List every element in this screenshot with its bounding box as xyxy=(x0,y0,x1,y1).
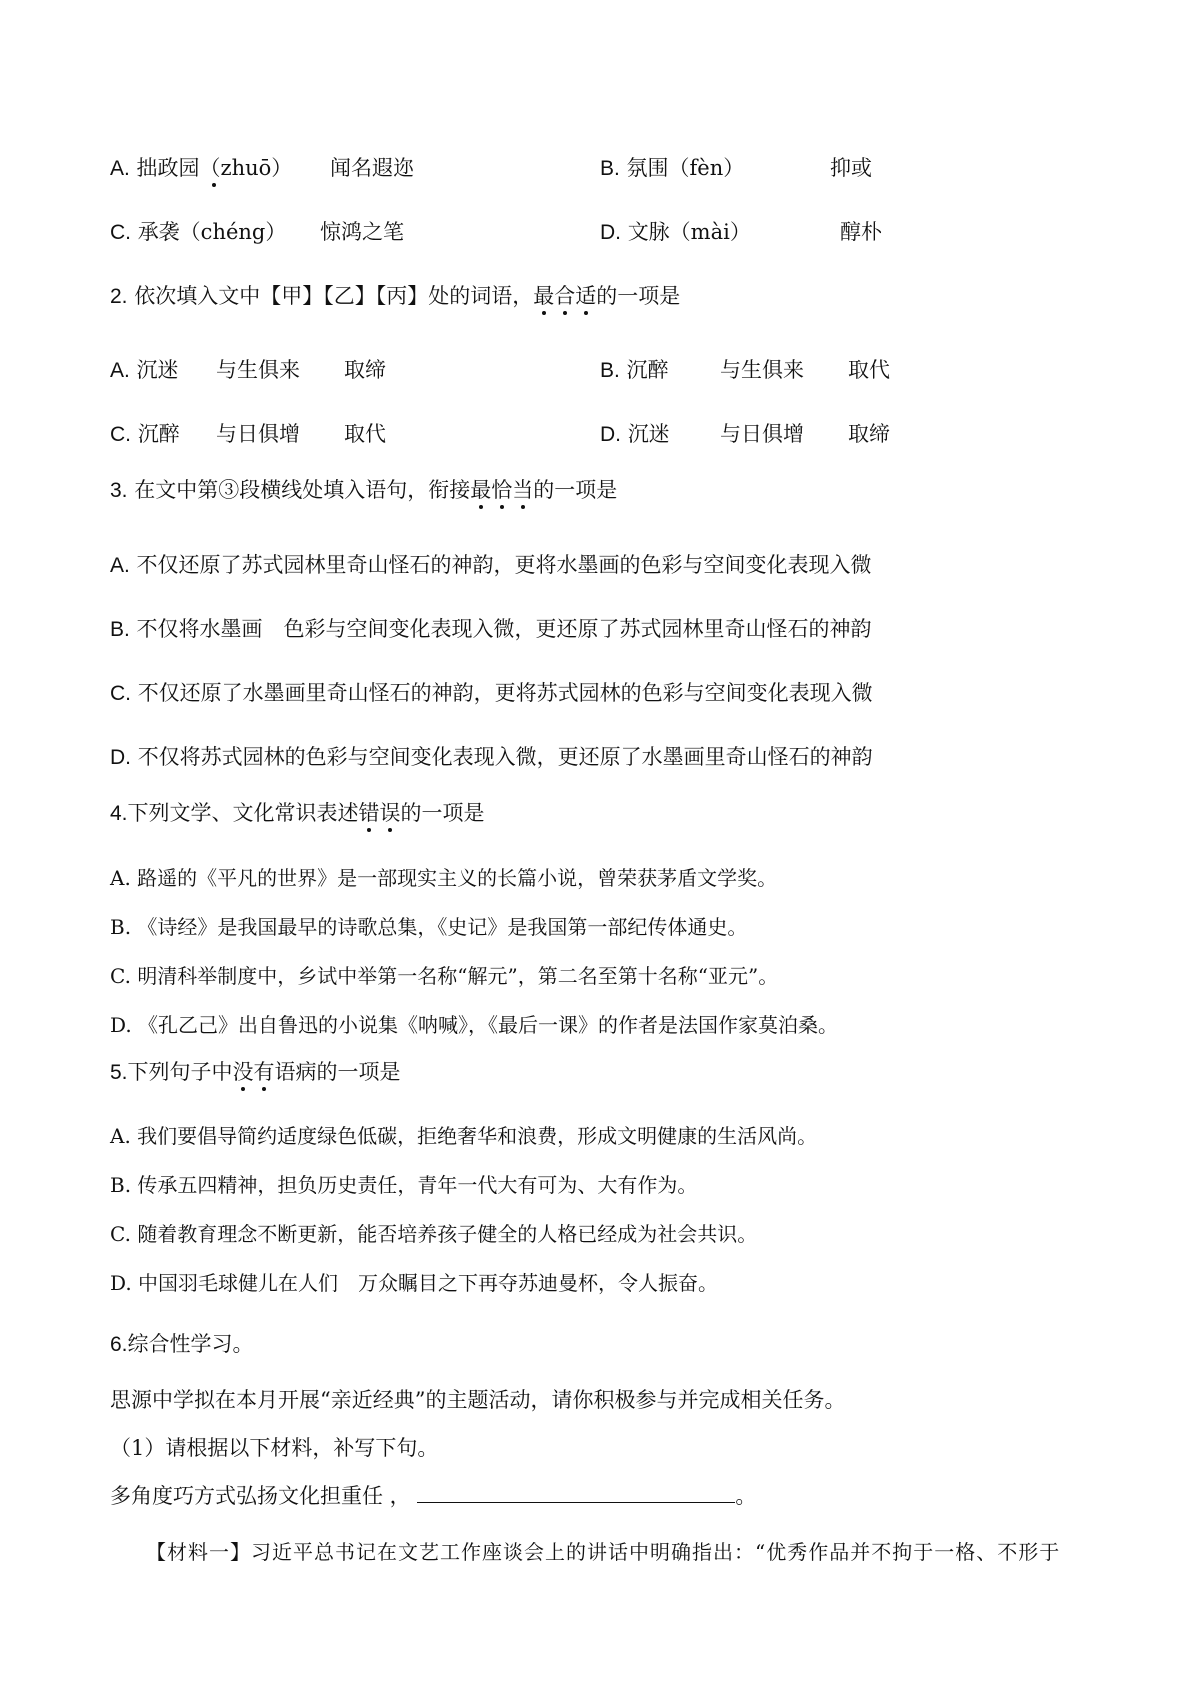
q1-option-d-idiom: 醇朴 xyxy=(840,220,882,244)
option-letter: D. xyxy=(600,423,621,446)
option-text: 不仅还原了水墨画里奇山怪石的神韵，更将苏式园林的色彩与空间变化表现入微 xyxy=(137,681,873,705)
q6-fill-line xyxy=(110,1482,756,1510)
option-text: 路遥的《平凡的世界》是一部现实主义的长篇小说，曾荣获茅盾文学奖。 xyxy=(137,866,778,890)
q5-option-a xyxy=(110,1122,817,1150)
emphasis-char: 错 xyxy=(358,801,380,825)
option-letter: D. xyxy=(110,1271,132,1295)
q3-option-d xyxy=(110,743,873,772)
q1-option-b-idiom: 抑或 xyxy=(830,156,872,180)
q1-option-b xyxy=(600,154,744,183)
stem-text: 下列句子中 xyxy=(127,1060,233,1084)
q4-option-a xyxy=(110,864,777,892)
option-text: 《诗经》是我国最早的诗歌总集，《史记》是我国第一部纪传体通史。 xyxy=(137,915,748,939)
option-text: 不仅还原了苏式园林里奇山怪石的神韵，更将水墨画的色彩与空间变化表现入微 xyxy=(136,553,872,577)
option-letter: B. xyxy=(110,1173,132,1197)
option-text: 随着教育理念不断更新，能否培养孩子健全的人格已经成为社会共识。 xyxy=(137,1222,758,1246)
stem-text: 下列文学、文化常识表述 xyxy=(127,801,359,825)
q2-option-a xyxy=(110,356,179,385)
emphasis-char: 合 xyxy=(554,284,576,308)
q6-intro: 思源中学拟在本月开展“亲近经典”的主题活动，请你积极参与并完成相关任务。 xyxy=(110,1388,846,1412)
option-letter: C. xyxy=(110,423,131,446)
q1-option-d xyxy=(600,218,751,247)
option-letter: A. xyxy=(110,359,130,382)
stem-text: 综合性学习。 xyxy=(127,1332,254,1356)
emphasis-char: 最 xyxy=(533,284,555,308)
q2-option-a-w2: 与生俱来 xyxy=(216,358,300,382)
q2-option-c xyxy=(110,420,180,449)
stem-text: 的一项是 xyxy=(400,801,485,825)
option-letter: D. xyxy=(600,221,621,244)
q2-option-c-w2: 与日俱增 xyxy=(216,422,300,446)
stem-text: 的一项是 xyxy=(596,284,681,308)
question-number: 5. xyxy=(110,1061,128,1084)
option-letter: D. xyxy=(110,746,131,769)
option-word: 沉醉 xyxy=(626,358,669,382)
q6-sub1: （1）请根据以下材料，补写下句。 xyxy=(110,1436,439,1460)
option-letter: C. xyxy=(110,964,131,988)
q1-option-a xyxy=(110,154,292,183)
q3-option-b xyxy=(110,615,872,644)
option-letter: A. xyxy=(110,1124,131,1148)
stem-text: 语病的一项是 xyxy=(274,1060,401,1084)
option-text: 我们要倡导简约适度绿色低碳，拒绝奢华和浪费，形成文明健康的生活风尚。 xyxy=(137,1124,818,1148)
question-number: 4. xyxy=(110,802,128,825)
q4-stem xyxy=(110,799,485,828)
q3-option-a xyxy=(110,551,872,580)
q5-stem xyxy=(110,1058,401,1087)
option-word: 沉醉 xyxy=(137,422,180,446)
q1-option-a-idiom: 闻名遐迩 xyxy=(330,156,414,180)
fill-end: 。 xyxy=(735,1484,757,1508)
question-number: 3. xyxy=(110,479,128,502)
answer-blank[interactable] xyxy=(417,1482,735,1503)
q3-stem xyxy=(110,476,617,505)
option-text: 不仅将苏式园林的色彩与空间变化表现入微，更还原了水墨画里奇山怪石的神韵 xyxy=(137,745,873,769)
option-word: 文脉（mài） xyxy=(627,220,751,244)
stem-text: 的一项是 xyxy=(533,478,618,502)
option-letter: C. xyxy=(110,221,131,244)
option-letter: C. xyxy=(110,1222,131,1246)
q4-option-c xyxy=(110,962,778,990)
q5-option-d xyxy=(110,1269,718,1297)
q4-option-d xyxy=(110,1011,838,1039)
q2-option-b-w3: 取代 xyxy=(848,358,890,382)
q6-material-one: 【材料一】习近平总书记在文艺工作座谈会上的讲话中明确指出：“优秀作品并不拘于一格、不形于 xyxy=(146,1540,1061,1564)
option-text: 传承五四精神，担负历史责任，青年一代大有可为、大有作为。 xyxy=(137,1173,698,1197)
option-letter: B. xyxy=(600,157,620,180)
option-word: 沉迷 xyxy=(627,422,670,446)
q5-option-b xyxy=(110,1171,697,1199)
option-letter: D. xyxy=(110,1013,132,1037)
emphasis-char: 没 xyxy=(232,1060,254,1084)
option-letter: A. xyxy=(110,866,131,890)
q1-option-c xyxy=(110,218,286,247)
q5-option-c xyxy=(110,1220,757,1248)
option-word: 沉迷 xyxy=(136,358,179,382)
emphasis-char: 误 xyxy=(379,801,401,825)
option-text: 不仅将水墨画 色彩与空间变化表现入微，更还原了苏式园林里奇山怪石的神韵 xyxy=(136,617,872,641)
q2-option-a-w3: 取缔 xyxy=(344,358,386,382)
option-text: 中国羽毛球健儿在人们 万众瞩目之下再夺苏迪曼杯，令人振奋。 xyxy=(138,1271,719,1295)
option-word: 氛围（fèn） xyxy=(626,156,745,180)
option-letter: B. xyxy=(110,915,132,939)
option-letter: B. xyxy=(600,359,620,382)
option-text: 《孔乙己》出自鲁迅的小说集《呐喊》，《最后一课》的作者是法国作家莫泊桑。 xyxy=(138,1013,839,1037)
emphasis-char: 适 xyxy=(575,284,597,308)
q2-option-b xyxy=(600,356,669,385)
emphasis-char: 恰 xyxy=(491,478,513,502)
question-number: 2. xyxy=(110,285,128,308)
q2-option-c-w3: 取代 xyxy=(344,422,386,446)
q2-option-d-w3: 取缔 xyxy=(848,422,890,446)
option-letter: A. xyxy=(110,554,130,577)
q2-option-d xyxy=(600,420,670,449)
option-word: 承袭（chéng） xyxy=(137,220,287,244)
question-number: 6. xyxy=(110,1333,128,1356)
option-text: 明清科举制度中，乡试中举第一名称“解元”，第二名至第十名称“亚元”。 xyxy=(137,964,779,988)
stem-text: 在文中第③段横线处填入语句，衔接 xyxy=(134,478,471,502)
option-letter: B. xyxy=(110,618,130,641)
q2-option-b-w2: 与生俱来 xyxy=(720,358,804,382)
emphasis-char: 最 xyxy=(470,478,492,502)
q1-option-c-idiom: 惊鸿之笔 xyxy=(320,220,404,244)
q2-option-d-w2: 与日俱增 xyxy=(720,422,804,446)
q4-option-b xyxy=(110,913,747,941)
emphasis-char: 当 xyxy=(512,478,534,502)
q2-stem xyxy=(110,282,680,311)
fill-prompt: 多角度巧方式弘扬文化担重任 ， xyxy=(110,1484,411,1508)
option-word: 拙政园（zhuō） xyxy=(136,156,293,180)
stem-text: 依次填入文中【甲】【乙】【丙】处的词语， xyxy=(134,284,534,308)
q6-title xyxy=(110,1330,254,1359)
option-letter: C. xyxy=(110,682,131,705)
q3-option-c xyxy=(110,679,873,708)
emphasis-char: 有 xyxy=(253,1060,275,1084)
option-letter: A. xyxy=(110,157,130,180)
